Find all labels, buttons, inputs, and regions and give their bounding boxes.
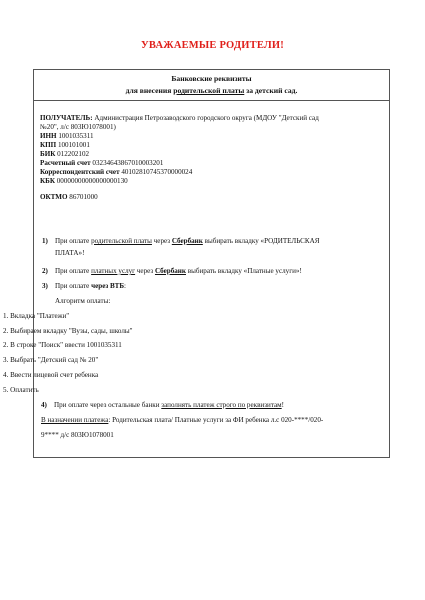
item-2-num: 2): [42, 267, 48, 275]
header-line-2: для внесения родительской платы за детский сад.: [125, 86, 298, 95]
step-5: 5. Оплатить: [3, 386, 39, 394]
header-divider: [34, 100, 389, 101]
req-bik: БИК 012202102: [40, 150, 90, 158]
recipient-line-1: ПОЛУЧАТЕЛЬ: Администрация Петрозаводского городского округа (МДОУ "Детский сад: [40, 114, 319, 122]
requisites-frame: [33, 69, 390, 458]
payment-purpose-line-1: В назначении платежа: Родительская плата/ Платные услуги за ФИ ребенка л.с 020-****/020-: [41, 416, 324, 424]
req-inn: ИНН 1001035311: [40, 132, 94, 140]
algorithm-label: Алгоритм оплаты:: [55, 297, 111, 305]
req-account: Расчетный счет 03234643867010003201: [40, 159, 164, 167]
step-2: 2. Выбираем вкладку "Вузы, сады, школы": [3, 327, 133, 335]
item-4-text: При оплате через остальные банки заполнять платеж строго по реквизитам!: [54, 401, 285, 409]
req-oktmo: ОКТМО 86701000: [40, 193, 98, 201]
step-3: 3. Выбрать "Детский сад № 20": [3, 356, 99, 364]
item-1-cont: ПЛАТА»!: [55, 249, 85, 257]
page-title: УВАЖАЕМЫЕ РОДИТЕЛИ!: [141, 40, 284, 51]
item-2-text: При оплате платных услуг через Сбербанк выбирать вкладку «Платные услуги»!: [55, 267, 302, 275]
req-kpp: КПП 100101001: [40, 141, 90, 149]
recipient-line-2: №20", л/с 803Ю1078001): [40, 123, 116, 131]
item-4-num: 4): [41, 401, 47, 409]
req-kbk: КБК 00000000000000000130: [40, 177, 128, 185]
step-4: 4. Ввести лицевой счет ребенка: [3, 371, 99, 379]
req-corr-account: Корреспондентский счет 40102810745370000024: [40, 168, 193, 176]
header-line-1: Банковские реквизиты: [171, 74, 252, 83]
item-1-text: При оплате родительской платы через Сбербанк выбирать вкладку «РОДИТЕЛЬСКАЯ: [55, 237, 320, 245]
payment-purpose-line-2: 9**** д/с 803Ю1078001: [41, 431, 114, 439]
item-3-text: При оплате через ВТБ:: [55, 282, 127, 290]
step-1: 1. Вкладка "Платежи": [3, 312, 70, 320]
step-2b: 2. В строке "Поиск" ввести 1001035311: [3, 341, 122, 349]
item-1-num: 1): [42, 237, 48, 245]
item-3-num: 3): [42, 282, 48, 290]
